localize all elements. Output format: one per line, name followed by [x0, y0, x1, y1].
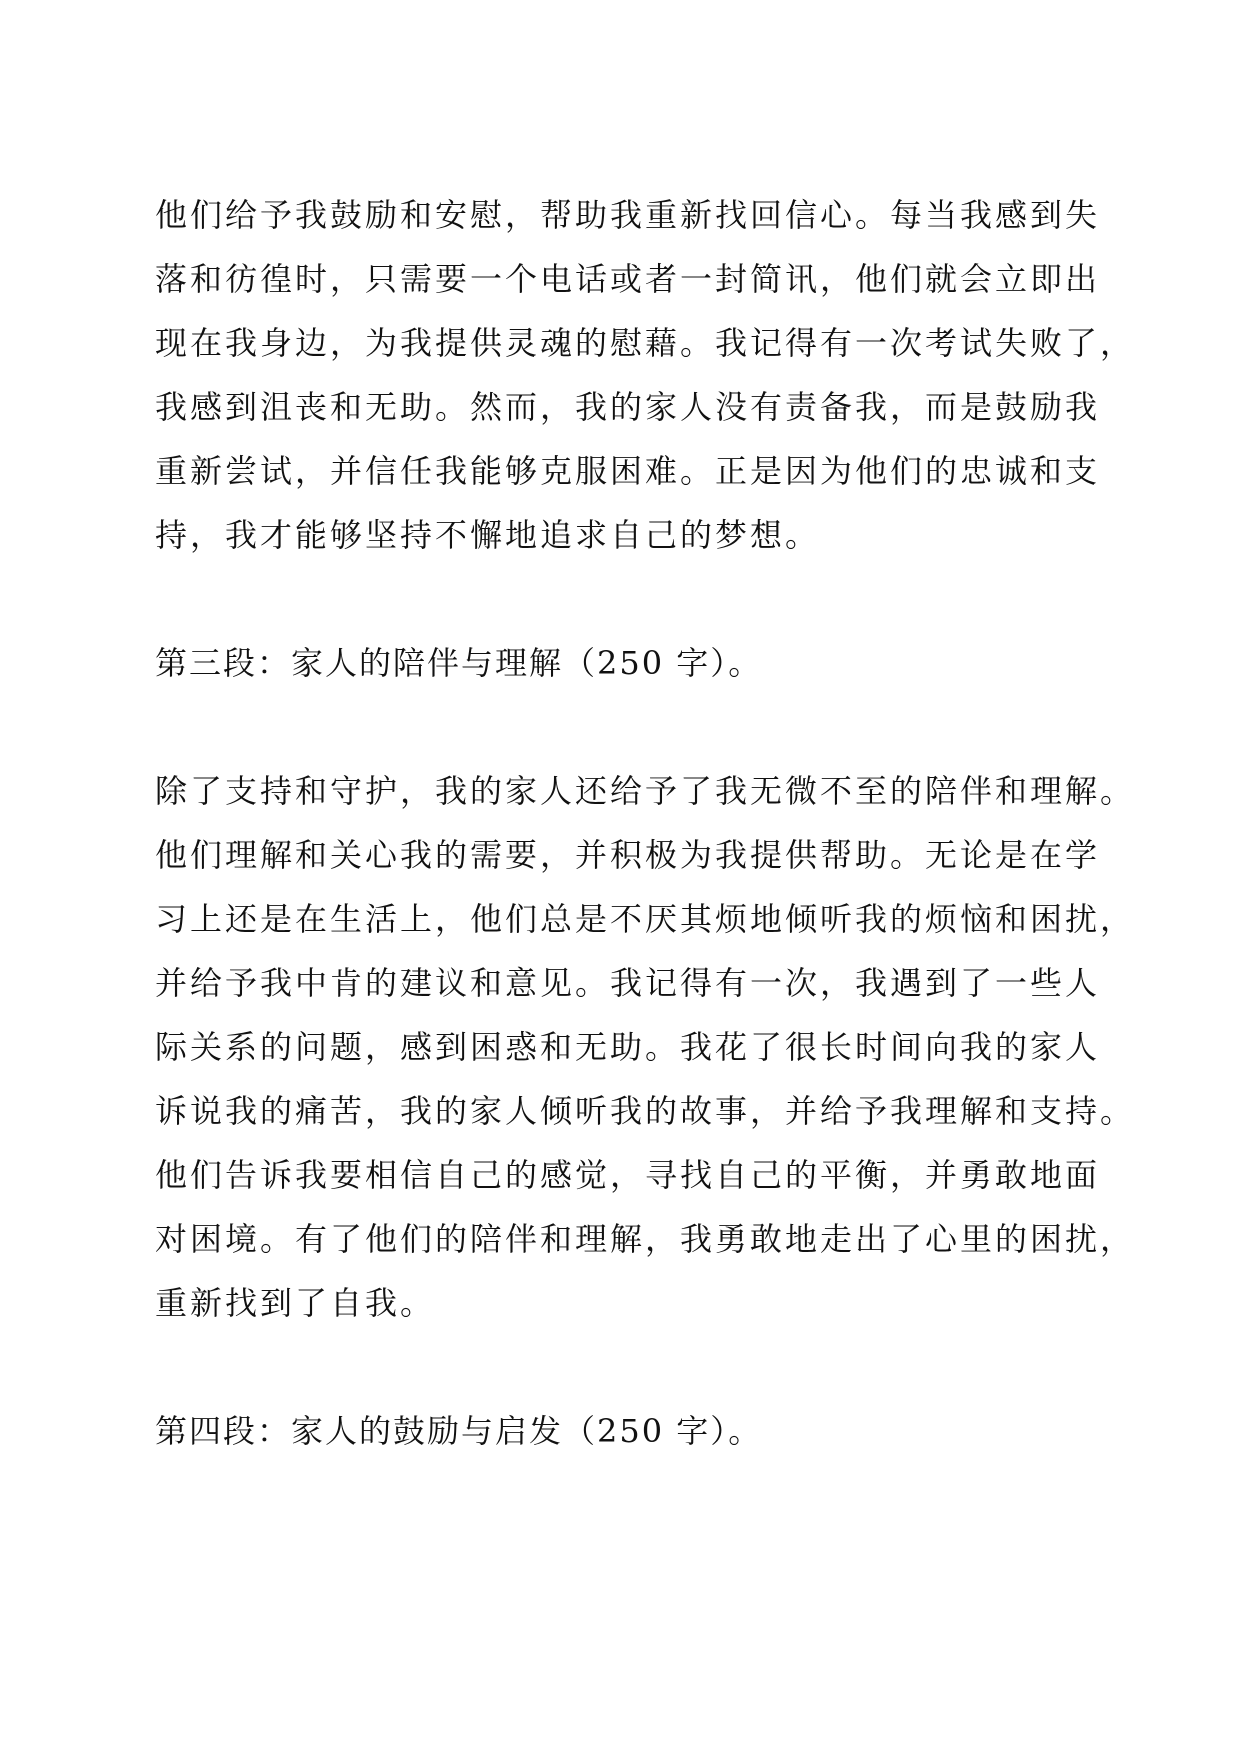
spacer [155, 695, 1115, 759]
text-line: 并给予我中肯的建议和意见。我记得有一次，我遇到了一些人 [155, 964, 1101, 1002]
text-line: 际关系的问题，感到困惑和无助。我花了很长时间向我的家人 [155, 1028, 1101, 1066]
text-line: 落和彷徨时，只需要一个电话或者一封简讯，他们就会立即出 [155, 260, 1101, 298]
text-line: 除了支持和守护，我的家人还给予了我无微不至的陪伴和理解。 [155, 772, 1136, 810]
section-heading-4: 第四段：家人的鼓励与启发（250 字）。 [155, 1412, 763, 1450]
document-body [155, 183, 1136, 1463]
spacer [155, 567, 1115, 631]
text-line: 重新尝试，并信任我能够克服困难。正是因为他们的忠诚和支 [155, 452, 1101, 490]
text-line: 重新找到了自我。 [155, 1284, 436, 1322]
text-line: 现在我身边，为我提供灵魂的慰藉。我记得有一次考试失败了， [155, 324, 1136, 362]
text-line: 诉说我的痛苦，我的家人倾听我的故事，并给予我理解和支持。 [155, 1092, 1136, 1130]
paragraph-family-support [155, 183, 1136, 567]
spacer [155, 1335, 1115, 1399]
text-line: 习上还是在生活上，他们总是不厌其烦地倾听我的烦恼和困扰， [155, 900, 1136, 938]
text-line: 他们理解和关心我的需要，并积极为我提供帮助。无论是在学 [155, 836, 1101, 874]
paragraph-companionship [155, 759, 1136, 1335]
text-line: 他们给予我鼓励和安慰，帮助我重新找回信心。每当我感到失 [155, 196, 1101, 234]
section-heading-3: 第三段：家人的陪伴与理解（250 字）。 [155, 644, 763, 682]
text-line: 他们告诉我要相信自己的感觉，寻找自己的平衡，并勇敢地面 [155, 1156, 1101, 1194]
text-line: 对困境。有了他们的陪伴和理解，我勇敢地走出了心里的困扰， [155, 1220, 1136, 1258]
text-line: 我感到沮丧和无助。然而，我的家人没有责备我，而是鼓励我 [155, 388, 1101, 426]
text-line: 持，我才能够坚持不懈地追求自己的梦想。 [155, 516, 821, 554]
